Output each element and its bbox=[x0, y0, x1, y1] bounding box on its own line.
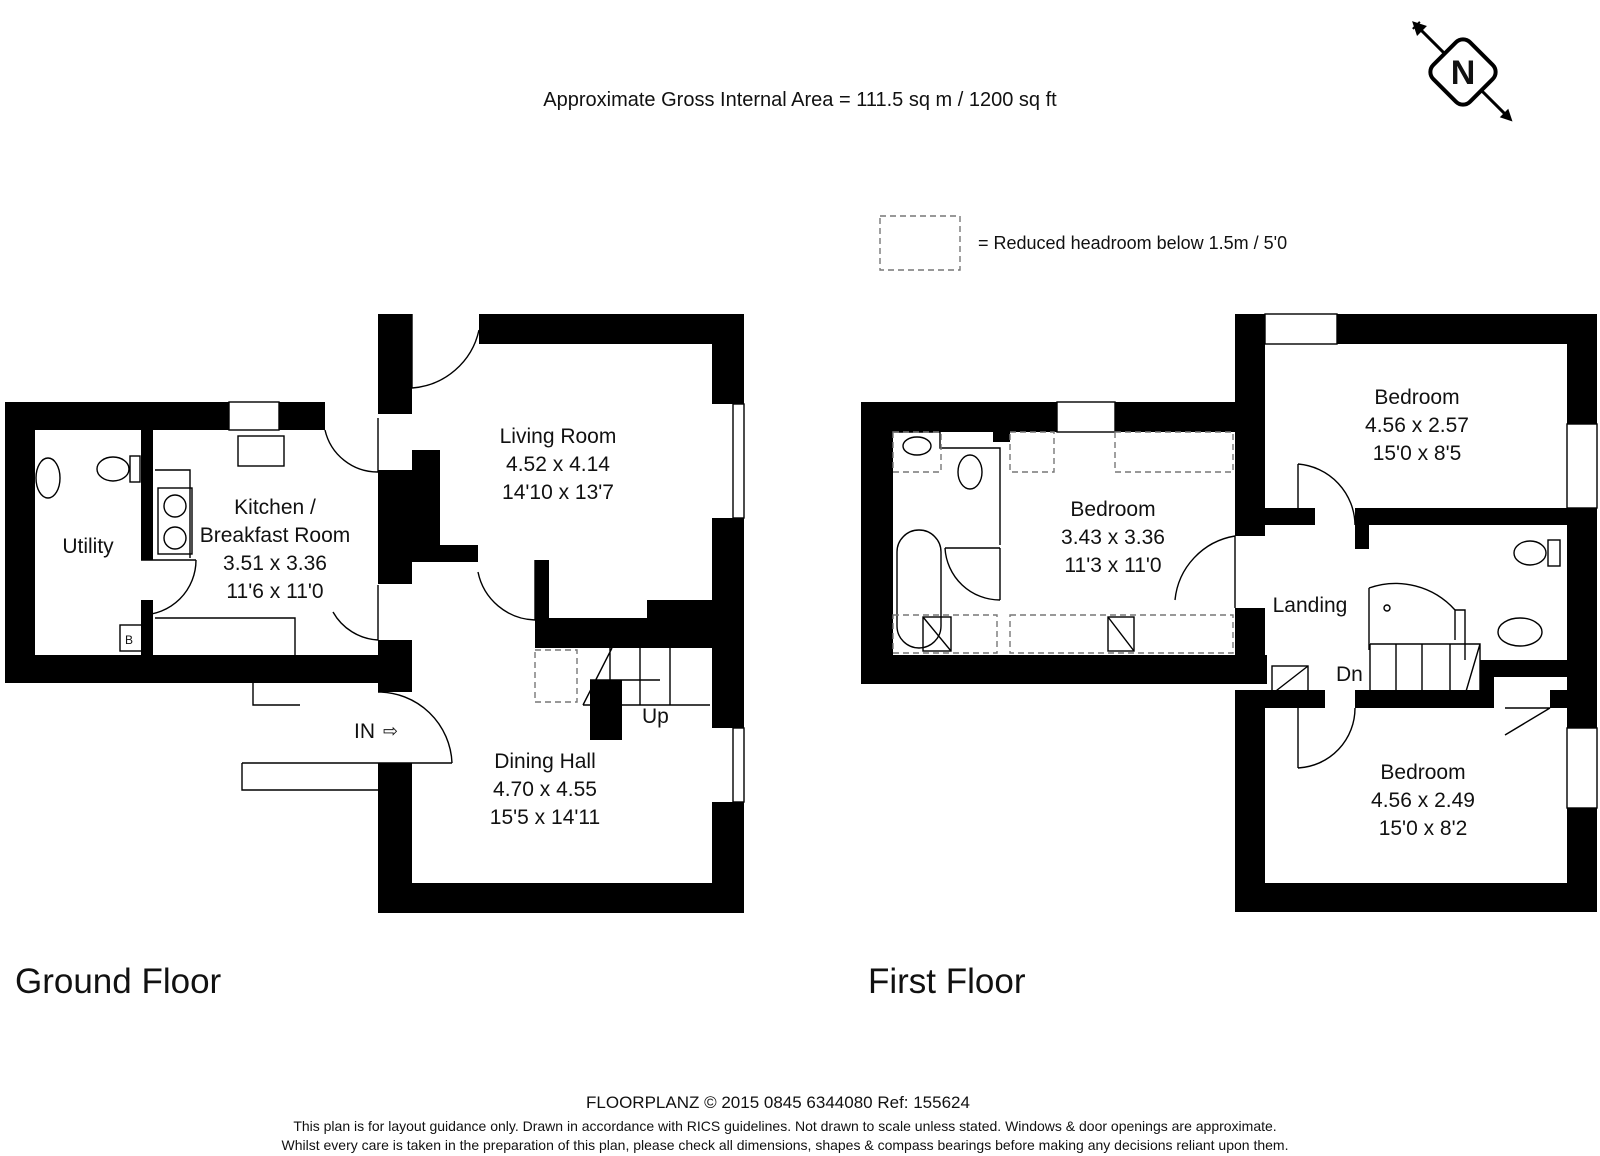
window bbox=[229, 402, 279, 430]
door bbox=[478, 560, 535, 620]
first-floor-plan bbox=[861, 314, 1597, 1001]
room-size-bedroom-top-metric: 4.56 x 2.57 bbox=[1365, 414, 1469, 437]
door bbox=[325, 418, 378, 472]
room-label-landing: Landing bbox=[1272, 594, 1348, 617]
room-size-bedroom-bottom-imperial: 15'0 x 8'2 bbox=[1378, 817, 1468, 840]
room-size-bedroom-top-imperial: 15'0 x 8'5 bbox=[1372, 442, 1462, 465]
basin-icon bbox=[1498, 618, 1542, 646]
hob-icon bbox=[164, 495, 186, 517]
room-label-utility: Utility bbox=[62, 535, 114, 558]
north-arrow-icon bbox=[1394, 3, 1531, 140]
footer-credit: FLOORPLANZ © 2015 0845 6344080 Ref: 155624 bbox=[586, 1093, 970, 1112]
window bbox=[1567, 728, 1597, 808]
door bbox=[412, 314, 479, 388]
door bbox=[333, 585, 378, 640]
legend-label: = Reduced headroom below 1.5m / 5'0 bbox=[978, 233, 1288, 253]
room-size-living-imperial: 14'10 x 13'7 bbox=[502, 481, 614, 504]
entrance-label: IN bbox=[354, 720, 375, 743]
window bbox=[1057, 402, 1115, 432]
sink-icon bbox=[238, 436, 284, 466]
room-label-bedroom-front: Bedroom bbox=[1070, 498, 1156, 521]
window bbox=[733, 404, 744, 518]
room-size-dining-metric: 4.70 x 4.55 bbox=[493, 778, 597, 801]
shower-icon bbox=[1369, 583, 1455, 650]
room-size-bedroom-front-imperial: 11'3 x 11'0 bbox=[1064, 554, 1162, 577]
footer-disclaimer-2: Whilst every care is taken in the preparation of this plan, please check all dimensions, shapes & compass bearings before making any decisions reliant upon them. bbox=[281, 1137, 1289, 1153]
window bbox=[733, 728, 744, 802]
room-size-living-metric: 4.52 x 4.14 bbox=[506, 453, 610, 476]
first-floor-title: First Floor bbox=[868, 962, 1026, 1001]
stairs-up-label: Up bbox=[642, 705, 669, 728]
room-label-living: Living Room bbox=[499, 425, 617, 448]
door bbox=[1298, 708, 1355, 768]
boiler-label: B bbox=[125, 633, 134, 647]
room-label-kitchen: Kitchen / bbox=[234, 496, 316, 519]
toilet-icon bbox=[130, 456, 140, 482]
stairs-down-label: Dn bbox=[1336, 663, 1363, 686]
basin-icon bbox=[903, 437, 931, 455]
room-label-bedroom-top: Bedroom bbox=[1374, 386, 1460, 409]
room-label-kitchen-2: Breakfast Room bbox=[199, 524, 351, 547]
door bbox=[1175, 536, 1235, 608]
ground-floor-plan bbox=[5, 314, 744, 1001]
window bbox=[1567, 424, 1597, 508]
room-label-bedroom-bottom: Bedroom bbox=[1380, 761, 1466, 784]
reduced-headroom-swatch bbox=[880, 216, 960, 270]
door bbox=[945, 548, 1000, 600]
toilet-icon bbox=[958, 455, 982, 489]
door bbox=[1505, 708, 1550, 735]
entrance-arrow-icon: ⇨ bbox=[383, 721, 399, 741]
room-size-dining-imperial: 15'5 x 14'11 bbox=[489, 806, 601, 829]
room-size-bedroom-front-metric: 3.43 x 3.36 bbox=[1061, 526, 1165, 549]
gross-internal-area: Approximate Gross Internal Area = 111.5 sq m / 1200 sq ft bbox=[543, 89, 1057, 111]
ground-floor-title: Ground Floor bbox=[15, 962, 222, 1001]
room-size-bedroom-bottom-metric: 4.56 x 2.49 bbox=[1371, 789, 1475, 812]
basin-icon bbox=[36, 458, 60, 498]
svg-text:N: N bbox=[1450, 54, 1476, 92]
room-size-kitchen-imperial: 11'6 x 11'0 bbox=[226, 580, 324, 603]
room-size-kitchen-metric: 3.51 x 3.36 bbox=[223, 552, 327, 575]
room-label-dining: Dining Hall bbox=[494, 750, 596, 773]
toilet-icon bbox=[1548, 540, 1560, 566]
window bbox=[1265, 314, 1337, 344]
legend bbox=[880, 216, 1287, 270]
footer-disclaimer-1: This plan is for layout guidance only. Drawn in accordance with RICS guidelines. Not drawn to scale unless stated. Windows & door openings are approximate. bbox=[293, 1118, 1277, 1134]
